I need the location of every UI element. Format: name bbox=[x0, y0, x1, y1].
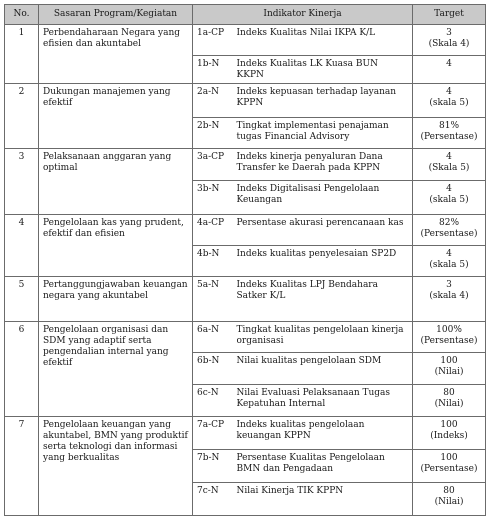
target-value: 80 bbox=[443, 388, 455, 398]
target-cell bbox=[413, 322, 486, 353]
indicator-code: 6b-N bbox=[193, 353, 237, 385]
header-indikator: Indikator Kinerja bbox=[193, 5, 413, 25]
table-row bbox=[5, 84, 486, 118]
indicator-code: 4a-CP bbox=[193, 215, 237, 246]
table-header-row bbox=[5, 5, 486, 25]
group-number: 2 bbox=[5, 84, 39, 149]
target-value: 100% bbox=[436, 325, 462, 335]
target-note: (skala 4) bbox=[429, 291, 469, 301]
indicator-code: 3b-N bbox=[193, 181, 237, 215]
target-cell bbox=[413, 385, 486, 417]
group-number: 3 bbox=[5, 149, 39, 215]
table-row bbox=[5, 215, 486, 246]
target-value: 4 bbox=[446, 184, 452, 194]
target-value: 80 bbox=[443, 486, 455, 496]
indicator-code: 6c-N bbox=[193, 385, 237, 417]
target-note: (Skala 4) bbox=[428, 39, 470, 49]
target-value: 4 bbox=[446, 59, 452, 69]
group-sasaran: Pengelolaan kas yang prudent, efektif dan efisien bbox=[39, 215, 193, 277]
group-sasaran: Perbendaharaan Negara yang efisien dan akuntabel bbox=[39, 25, 193, 84]
table-row bbox=[5, 322, 486, 353]
target-value: 4 bbox=[446, 87, 452, 97]
indicator-text: Tingkat kualitas pengelolaan kinerja organisasi bbox=[237, 322, 413, 353]
indicator-code: 2b-N bbox=[193, 118, 237, 149]
target-cell bbox=[413, 56, 486, 84]
indicator-code: 2a-N bbox=[193, 84, 237, 118]
table-row bbox=[5, 25, 486, 56]
indicator-text: Indeks Digitalisasi Pengelolaan Keuangan bbox=[237, 181, 413, 215]
group-number: 7 bbox=[5, 417, 39, 516]
target-value: 100 bbox=[440, 420, 458, 430]
table-row bbox=[5, 277, 486, 322]
target-note: (skala 5) bbox=[429, 98, 469, 108]
target-value: 100 bbox=[440, 453, 458, 463]
indicator-code: 1b-N bbox=[193, 56, 237, 84]
target-cell bbox=[413, 353, 486, 385]
performance-indicator-table bbox=[4, 4, 486, 516]
target-note: (skala 5) bbox=[429, 260, 469, 270]
target-cell bbox=[413, 118, 486, 149]
indicator-text: Persentase akurasi perencanaan kas bbox=[237, 215, 413, 246]
target-cell bbox=[413, 417, 486, 450]
header-target: Target bbox=[413, 5, 486, 25]
table-row bbox=[5, 417, 486, 450]
target-value: 82% bbox=[439, 218, 460, 228]
indicator-text: Nilai Evaluasi Pelaksanaan Tugas Kepatuhan Internal bbox=[237, 385, 413, 417]
target-cell bbox=[413, 215, 486, 246]
indicator-text: Indeks kualitas penyelesaian SP2D bbox=[237, 246, 413, 277]
target-note: (Nilai) bbox=[434, 497, 464, 507]
target-note: (Skala 5) bbox=[428, 163, 470, 173]
indicator-code: 7c-N bbox=[193, 483, 237, 516]
target-cell bbox=[413, 483, 486, 516]
table-row bbox=[5, 149, 486, 181]
indicator-code: 6a-N bbox=[193, 322, 237, 353]
indicator-text: Nilai Kinerja TIK KPPN bbox=[237, 483, 413, 516]
indicator-code: 7a-CP bbox=[193, 417, 237, 450]
group-number: 6 bbox=[5, 322, 39, 417]
group-sasaran: Dukungan manajemen yang efektif bbox=[39, 84, 193, 149]
group-number: 5 bbox=[5, 277, 39, 322]
indicator-text: Indeks Kualitas LPJ Bendahara Satker K/L bbox=[237, 277, 413, 322]
indicator-text: Indeks kinerja penyaluran Dana Transfer ke Daerah pada KPPN bbox=[237, 149, 413, 181]
indicator-text: Indeks Kualitas LK Kuasa BUN KKPN bbox=[237, 56, 413, 84]
group-number: 4 bbox=[5, 215, 39, 277]
target-note: (Persentase) bbox=[420, 336, 478, 346]
target-value: 3 bbox=[446, 280, 452, 290]
group-sasaran: Pengelolaan keuangan yang akuntabel, BMN yang produktif serta teknologi dan informasi yang berkualitas bbox=[39, 417, 193, 516]
group-sasaran: Pertanggungjawaban keuangan negara yang akuntabel bbox=[39, 277, 193, 322]
indicator-text: Persentase Kualitas Pengelolaan BMN dan Pengadaan bbox=[237, 450, 413, 483]
indicator-code: 1a-CP bbox=[193, 25, 237, 56]
target-cell bbox=[413, 277, 486, 322]
target-note: (Persentase) bbox=[420, 132, 478, 142]
performance-table-container bbox=[4, 4, 485, 516]
indicator-code: 7b-N bbox=[193, 450, 237, 483]
indicator-code: 3a-CP bbox=[193, 149, 237, 181]
target-value: 100 bbox=[440, 356, 458, 366]
group-number: 1 bbox=[5, 25, 39, 84]
indicator-text: Indeks kepuasan terhadap layanan KPPN bbox=[237, 84, 413, 118]
target-note: (skala 5) bbox=[429, 195, 469, 205]
indicator-text: Nilai kualitas pengelolaan SDM bbox=[237, 353, 413, 385]
header-no: No. bbox=[5, 5, 39, 25]
indicator-text: Tingkat implementasi penajaman tugas Financial Advisory bbox=[237, 118, 413, 149]
indicator-code: 4b-N bbox=[193, 246, 237, 277]
target-cell bbox=[413, 181, 486, 215]
group-sasaran: Pengelolaan organisasi dan SDM yang adaptif serta pengendalian internal yang efektif bbox=[39, 322, 193, 417]
target-note: (Persentase) bbox=[420, 464, 478, 474]
target-value: 4 bbox=[446, 152, 452, 162]
indicator-code: 5a-N bbox=[193, 277, 237, 322]
target-cell bbox=[413, 25, 486, 56]
target-value: 3 bbox=[446, 28, 452, 38]
target-note: (Nilai) bbox=[434, 399, 464, 409]
indicator-text: Indeks kualitas pengelolaan keuangan KPPN bbox=[237, 417, 413, 450]
target-cell bbox=[413, 246, 486, 277]
header-sasaran: Sasaran Program/Kegiatan bbox=[39, 5, 193, 25]
target-note: (Persentase) bbox=[420, 229, 478, 239]
target-cell bbox=[413, 149, 486, 181]
target-value: 81% bbox=[439, 121, 460, 131]
target-value: 4 bbox=[446, 249, 452, 259]
target-cell bbox=[413, 84, 486, 118]
target-cell bbox=[413, 450, 486, 483]
target-note: (Nilai) bbox=[434, 367, 464, 377]
indicator-text: Indeks Kualitas Nilai IKPA K/L bbox=[237, 25, 413, 56]
target-note: (Indeks) bbox=[430, 431, 468, 441]
group-sasaran: Pelaksanaan anggaran yang optimal bbox=[39, 149, 193, 215]
